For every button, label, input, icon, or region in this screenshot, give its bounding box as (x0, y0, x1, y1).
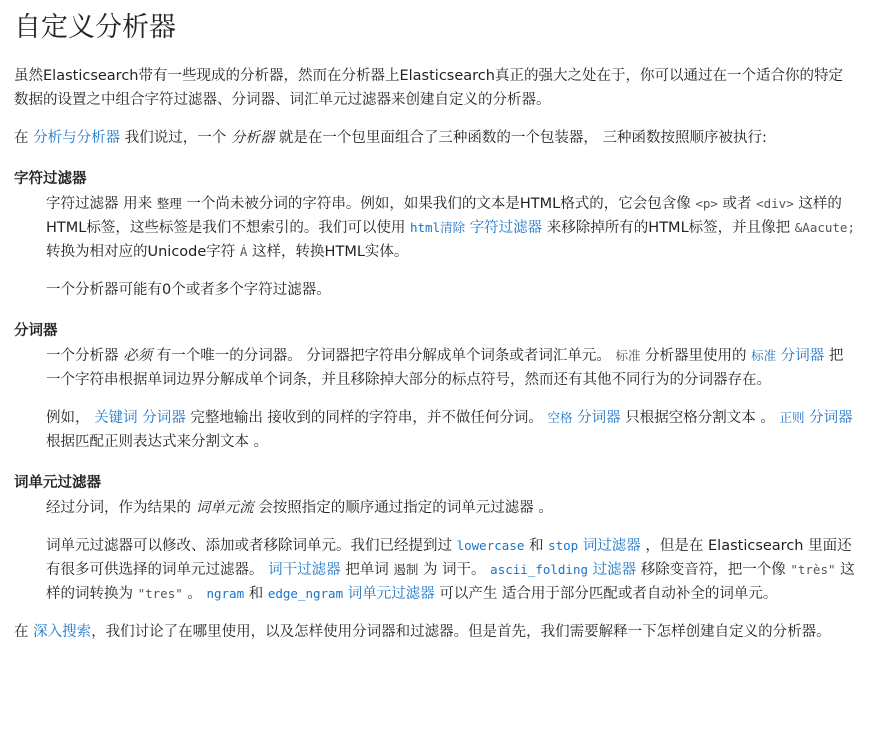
text: 转换为相对应的Unicode字符 (46, 244, 240, 261)
code-lowercase[interactable]: lowercase (456, 538, 525, 554)
text-standard: 标准 (615, 348, 641, 364)
text: 分析器里使用的 (640, 348, 752, 365)
definition-char-filters (46, 192, 855, 302)
link-standard[interactable]: 标准 (751, 348, 777, 364)
text: 词单元过滤器可以修改、添加或者移除词单元。我们已经提到过 (46, 538, 457, 555)
text: 字符过滤器 用来 (46, 196, 157, 213)
text: 就是在一个包里面组合了三种函数的一个包装器， 三种函数按照顺序被执行: (274, 130, 767, 147)
code-aacute: &Aacute; (794, 220, 855, 236)
emphasis: 分析器 (230, 130, 275, 147)
link-pattern-tokenizer[interactable]: 分词器 (809, 410, 853, 427)
term-tokenizers: 分词器 (14, 323, 58, 340)
char-filters-paragraph (46, 192, 855, 264)
text: 为 词干。 (418, 562, 491, 579)
definition-tokenizers (46, 344, 855, 454)
text: 。 (182, 586, 207, 603)
code-p-tag: <p> (695, 196, 718, 212)
emphasis: 词单元流 (195, 500, 254, 517)
link-tokenizer[interactable]: 分词器 (780, 348, 825, 365)
text: 例如， (46, 410, 95, 427)
text: 或者 (717, 196, 757, 213)
text-stem-word: 遏制 (393, 562, 419, 578)
text: 完整地输出 接收到的同样的字符串，并不做任何分词。 (185, 410, 548, 427)
link-search-in-depth[interactable]: 深入搜索 (33, 624, 92, 641)
code-ascii-folding[interactable]: ascii_folding (490, 562, 589, 578)
text: 和 (244, 586, 268, 603)
link-stop-filter[interactable]: 词过滤器 (582, 538, 641, 555)
text: 在 (14, 624, 34, 641)
text: 只根据空格分割文本 。 (620, 410, 780, 427)
page-title: 自定义分析器 (14, 12, 176, 43)
text: 在 (14, 130, 34, 147)
link-whitespace[interactable]: 空格 (547, 410, 573, 426)
text: 这样的词转换为 (46, 562, 855, 603)
text: 这样，转换HTML实体。 (247, 244, 409, 261)
code-html-strip[interactable]: html清除 (409, 220, 466, 236)
code-tres: "tres" (137, 586, 183, 602)
text: 可以产生 适合用于部分匹配或者自动补全的词单元。 (434, 586, 778, 603)
link-analysis-and-analyzers[interactable]: 分析与分析器 (33, 130, 121, 147)
definition-token-filters (46, 496, 855, 606)
code-ngram[interactable]: ngram (206, 586, 245, 602)
link-ascii-folding-filter[interactable]: 过滤器 (592, 562, 637, 579)
text: 整理 (156, 196, 182, 212)
text: 一个分析器 (46, 348, 124, 365)
char-filters-paragraph-2: 一个分析器可能有0个或者多个字符过滤器。 (46, 282, 331, 299)
term-token-filters: 词单元过滤器 (14, 475, 101, 492)
text: 根据匹配正则表达式来分割文本 。 (46, 434, 269, 451)
text: 这样的HTML标签，这些标签是我们不想索引的。我们可以使用 (46, 196, 842, 237)
token-filters-paragraph (46, 496, 855, 520)
link-token-filter[interactable]: 词单元过滤器 (347, 586, 435, 603)
tokenizers-paragraph-2 (46, 406, 855, 454)
term-char-filters: 字符过滤器 (14, 171, 87, 188)
text: 来移除掉所有的HTML标签，并且像把 (542, 220, 795, 237)
text: 会按照指定的顺序通过指定的词单元过滤器 。 (253, 500, 553, 517)
tokenizers-paragraph (46, 344, 855, 392)
link-stemmer-filter[interactable]: 词干过滤器 (268, 562, 341, 579)
text: ，但是在 Elasticsearch 里面还有很多可供选择的词单元过滤器。 (46, 538, 852, 579)
intro-paragraph-2 (14, 126, 855, 150)
code-stop[interactable]: stop (548, 538, 579, 554)
text: 把一个字符串根据单词边界分解成单个词条，并且移除掉大部分的标点符号，然而还有其他不同行为的分词器存在。 (46, 348, 844, 389)
text: 经过分词，作为结果的 (46, 500, 196, 517)
text: 把单词 (340, 562, 394, 579)
text: ，我们讨论了在哪里使用，以及怎样使用分词器和过滤器。但是首先，我们需要解释一下怎样创建自定义的分析器。 (91, 624, 831, 641)
code-tres-accent: "très" (790, 562, 836, 578)
text: 有一个唯一的分词器。 分词器把字符串分解成单个词条或者词汇单元。 (152, 348, 616, 365)
text: 移除变音符，把一个像 (636, 562, 791, 579)
code-a-accent: Á (239, 244, 248, 260)
link-keyword[interactable]: 关键词 (94, 410, 138, 427)
emphasis: 必须 (123, 348, 153, 365)
link-keyword-tokenizer[interactable]: 分词器 (142, 410, 186, 427)
code-div-tag: <div> (756, 196, 794, 212)
text: 和 (524, 538, 549, 555)
code-edge-ngram[interactable]: edge_ngram (267, 586, 344, 602)
outro-paragraph (14, 620, 855, 644)
link-char-filter[interactable]: 字符过滤器 (469, 220, 543, 237)
token-filters-paragraph-2 (46, 534, 855, 606)
intro-paragraph: 虽然Elasticsearch带有一些现成的分析器，然而在分析器上Elasticsearch真正的强大之处在于，你可以通过在一个适合你的特定数据的设置之中组合字符过滤器、分词器、词汇单元过滤器来创建自定义的分析器。 (14, 68, 843, 109)
text: 一个尚未被分词的字符串。例如，如果我们的文本是HTML格式的，它会包含像 (181, 196, 696, 213)
link-whitespace-tokenizer[interactable]: 分词器 (577, 410, 621, 427)
text: 我们说过，一个 (120, 130, 231, 147)
link-pattern[interactable]: 正则 (779, 410, 805, 426)
